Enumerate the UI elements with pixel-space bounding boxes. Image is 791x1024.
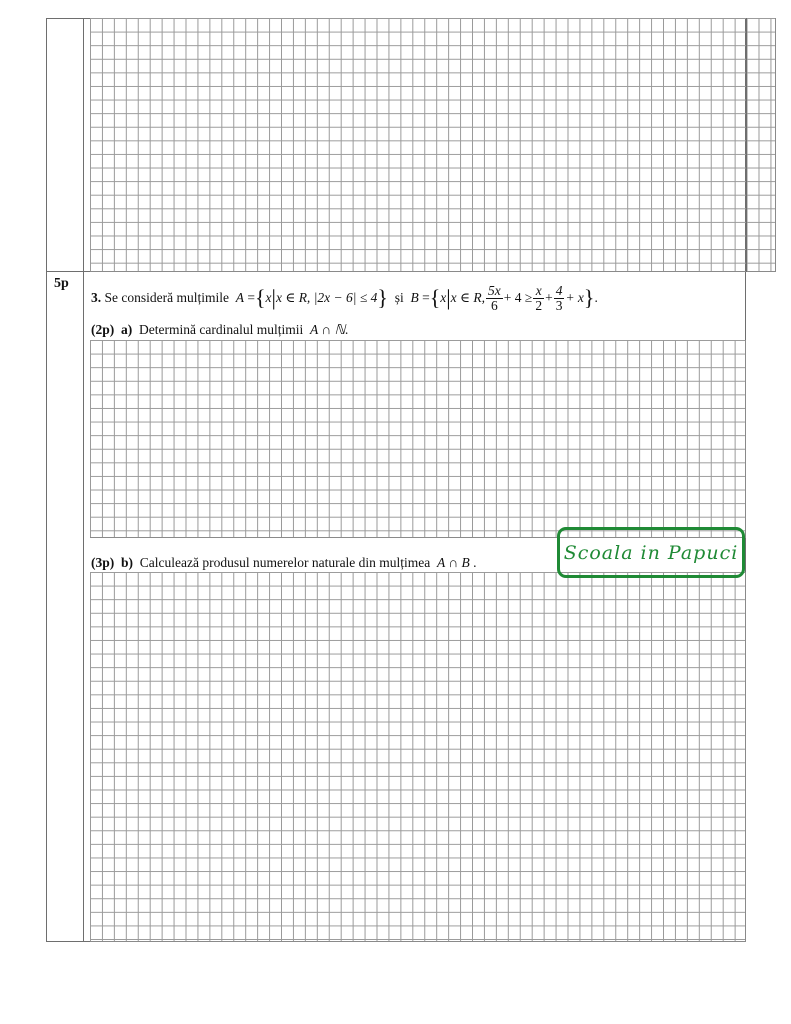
grid-edge-line	[746, 18, 747, 272]
brace-close-icon: }	[377, 285, 388, 310]
answer-grid-part-a[interactable]	[90, 340, 746, 538]
plus-x: + x	[565, 290, 584, 305]
answer-grid-previous[interactable]	[90, 18, 776, 272]
plus-four-geq: + 4 ≥	[503, 290, 533, 305]
set-a-equals: =	[247, 290, 255, 305]
fraction-denominator: 3	[555, 297, 563, 313]
part-a-points: (2p)	[91, 322, 115, 337]
plus-sign: +	[545, 290, 553, 305]
part-a-math: A ∩ ℕ.	[309, 322, 349, 337]
set-a-condition-1: x ∈ R,	[275, 290, 311, 305]
part-b-letter: b)	[121, 555, 134, 570]
set-b-condition-1: x ∈ R,	[450, 290, 486, 305]
part-b-points: (3p)	[91, 555, 115, 570]
part-b-math: A ∩ B	[437, 555, 470, 570]
part-b-prompt	[91, 555, 477, 571]
fraction-5x-6	[486, 284, 503, 313]
watermark-text: Scoala in Papuci	[563, 541, 739, 564]
fraction-numerator: 4	[555, 282, 563, 298]
part-b-text: Calculează produsul numerelor naturale din mulțimea	[139, 555, 431, 570]
fraction-4-3	[554, 284, 565, 313]
watermark-stamp	[557, 527, 745, 578]
brace-open-icon: {	[429, 285, 441, 310]
problem-statement	[91, 281, 598, 315]
score-column-divider	[83, 18, 84, 942]
and-word: și	[394, 290, 404, 305]
set-a-var: x	[265, 290, 272, 305]
fraction-numerator: x	[533, 284, 544, 299]
set-a-name: A	[235, 290, 244, 305]
part-b-end: .	[473, 555, 477, 570]
problem-number: 3.	[91, 290, 102, 305]
brace-open-icon: {	[254, 285, 266, 310]
part-a-letter: a)	[121, 322, 133, 337]
set-b-name: B	[410, 290, 419, 305]
set-b-var: x	[440, 290, 447, 305]
fraction-denominator: 2	[535, 297, 543, 313]
statement-end: .	[594, 290, 598, 305]
problem-intro: Se consideră mulțimile	[104, 290, 229, 305]
fraction-numerator: 5x	[488, 282, 501, 298]
points-label: 5p	[54, 276, 69, 291]
part-a-text: Determină cardinalul mulțimii	[139, 322, 304, 337]
set-b-equals: =	[422, 290, 430, 305]
set-a-condition-2: |2x − 6| ≤ 4	[313, 290, 378, 305]
bar-icon: |	[271, 285, 276, 310]
brace-close-icon: }	[583, 285, 595, 310]
bar-icon: |	[446, 285, 451, 310]
fraction-x-2	[533, 284, 544, 313]
fraction-denominator: 6	[491, 297, 498, 313]
part-a-prompt	[91, 322, 349, 338]
answer-grid-part-b[interactable]	[90, 572, 746, 942]
